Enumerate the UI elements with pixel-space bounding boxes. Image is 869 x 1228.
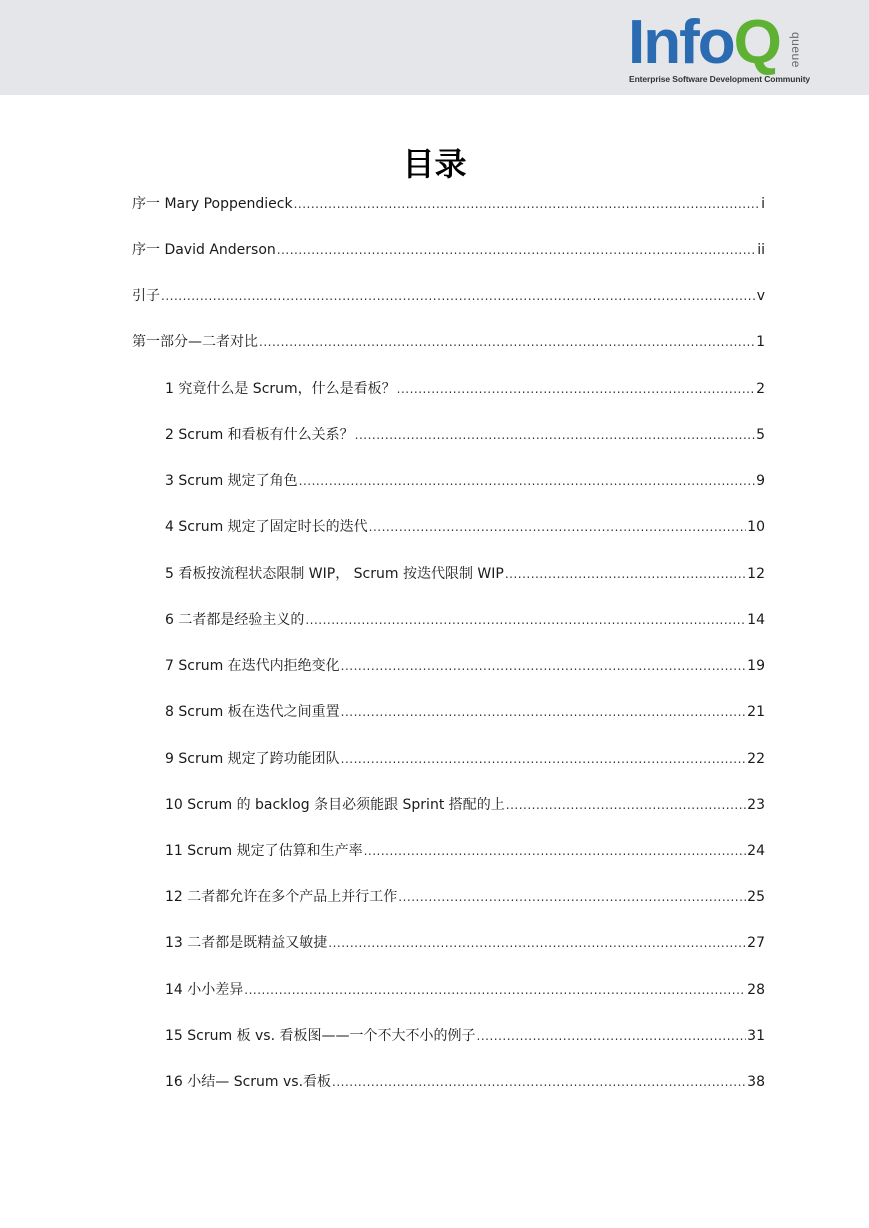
- toc-page-number: i: [761, 196, 765, 212]
- toc-entry[interactable]: [165, 378, 765, 400]
- toc-page-number: 19: [747, 658, 765, 674]
- toc-entry-label: 7 Scrum 在迭代内拒绝变化: [165, 658, 340, 674]
- toc-entry[interactable]: [165, 424, 765, 446]
- toc-entry-label: 第一部分—二者对比: [132, 334, 258, 350]
- logo-tagline: Enterprise Software Development Community: [629, 74, 811, 84]
- toc-dot-leader: [341, 655, 747, 677]
- toc-entry-label: 5 看板按流程状态限制 WIP， Scrum 按迭代限制 WIP: [165, 566, 504, 582]
- toc-page-number: 2: [756, 381, 765, 397]
- toc-page-number: 10: [747, 519, 765, 535]
- toc-page-number: 21: [747, 704, 765, 720]
- toc-page-number: 23: [747, 797, 765, 813]
- toc-title: 目录: [402, 145, 467, 183]
- toc-entry-label: 16 小结— Scrum vs.看板: [165, 1074, 332, 1090]
- toc-page-number: 28: [747, 982, 765, 998]
- toc-dot-leader: [305, 609, 746, 631]
- toc-entry-label: 10 Scrum 的 backlog 条目必须能跟 Sprint 搭配的上: [165, 797, 505, 813]
- toc-entry[interactable]: [165, 701, 765, 723]
- toc-entry[interactable]: [165, 655, 765, 677]
- toc-entry-label: 引子: [132, 288, 160, 304]
- header-band: [0, 0, 869, 95]
- toc-entry-label: 13 二者都是既精益又敏捷: [165, 935, 328, 951]
- toc-entry[interactable]: [132, 285, 765, 307]
- toc-page-number: ii: [757, 242, 765, 258]
- toc-entry-label: 14 小小差异: [165, 982, 244, 998]
- toc-entry-label: 序一 Mary Poppendieck: [132, 196, 293, 212]
- toc-entry[interactable]: [132, 331, 765, 353]
- toc-entry[interactable]: [165, 979, 765, 1001]
- toc-entry-label: 15 Scrum 板 vs. 看板图——一个不大不小的例子: [165, 1028, 476, 1044]
- toc-entry-label: 1 究竟什么是 Scrum，什么是看板？: [165, 381, 396, 397]
- toc-page-number: 5: [756, 427, 765, 443]
- toc-entry[interactable]: [132, 239, 765, 261]
- toc-entry[interactable]: [165, 516, 765, 538]
- toc-entry[interactable]: [132, 193, 765, 215]
- toc-entry[interactable]: [165, 840, 765, 862]
- toc-entry-label: 9 Scrum 规定了跨功能团队: [165, 751, 340, 767]
- logo-queue-text: queue: [789, 32, 803, 68]
- toc-page-number: 24: [747, 843, 765, 859]
- toc-entry[interactable]: [165, 1025, 765, 1047]
- toc-entry-label: 11 Scrum 规定了估算和生产率: [165, 843, 363, 859]
- toc-dot-leader: [505, 563, 746, 585]
- infoq-logo[interactable]: [628, 8, 828, 90]
- toc-dot-leader: [477, 1025, 747, 1047]
- toc-page-number: 25: [747, 889, 765, 905]
- toc-page-number: 38: [747, 1074, 765, 1090]
- toc-dot-leader: [506, 794, 746, 816]
- toc-dot-leader: [277, 239, 756, 261]
- toc-page-number: 27: [747, 935, 765, 951]
- toc-dot-leader: [328, 932, 746, 954]
- toc-entry[interactable]: [165, 1071, 765, 1093]
- toc-page-number: 22: [747, 751, 765, 767]
- toc-dot-leader: [341, 748, 747, 770]
- toc-entry[interactable]: [165, 932, 765, 954]
- toc-entry[interactable]: [165, 794, 765, 816]
- toc-page-number: 14: [747, 612, 765, 628]
- toc-dot-leader: [332, 1071, 746, 1093]
- toc-dot-leader: [355, 424, 755, 446]
- toc-page-number: 12: [747, 566, 765, 582]
- toc-entry-label: 4 Scrum 规定了固定时长的迭代: [165, 519, 368, 535]
- toc-dot-leader: [259, 331, 755, 353]
- toc-page-number: 31: [747, 1028, 765, 1044]
- toc-entry[interactable]: [165, 470, 765, 492]
- logo-main-text: Info: [628, 8, 734, 77]
- toc-page-number: 9: [756, 473, 765, 489]
- logo-q-text: Q: [733, 8, 780, 77]
- toc-page-number: 1: [756, 334, 765, 350]
- toc-page-number: v: [756, 288, 765, 304]
- toc-dot-leader: [299, 470, 755, 492]
- toc-entry-label: 12 二者都允许在多个产品上并行工作: [165, 889, 398, 905]
- toc-entry-label: 6 二者都是经验主义的: [165, 612, 305, 628]
- toc-entry-label: 序一 David Anderson: [132, 242, 276, 258]
- toc-dot-leader: [364, 840, 747, 862]
- toc-entry-label: 2 Scrum 和看板有什么关系？: [165, 427, 354, 443]
- toc-entry[interactable]: [165, 563, 765, 585]
- toc-dot-leader: [397, 378, 755, 400]
- toc-entry[interactable]: [165, 609, 765, 631]
- toc-entry-label: 3 Scrum 规定了角色: [165, 473, 298, 489]
- logo-wordmark: [628, 8, 780, 77]
- toc-dot-leader: [294, 193, 761, 215]
- toc-entry-label: 8 Scrum 板在迭代之间重置: [165, 704, 340, 720]
- toc-entry[interactable]: [165, 748, 765, 770]
- toc-dot-leader: [398, 886, 746, 908]
- toc-dot-leader: [161, 285, 756, 307]
- toc-dot-leader: [341, 701, 747, 723]
- toc-dot-leader: [244, 979, 746, 1001]
- toc-entry[interactable]: [165, 886, 765, 908]
- toc-dot-leader: [369, 516, 747, 538]
